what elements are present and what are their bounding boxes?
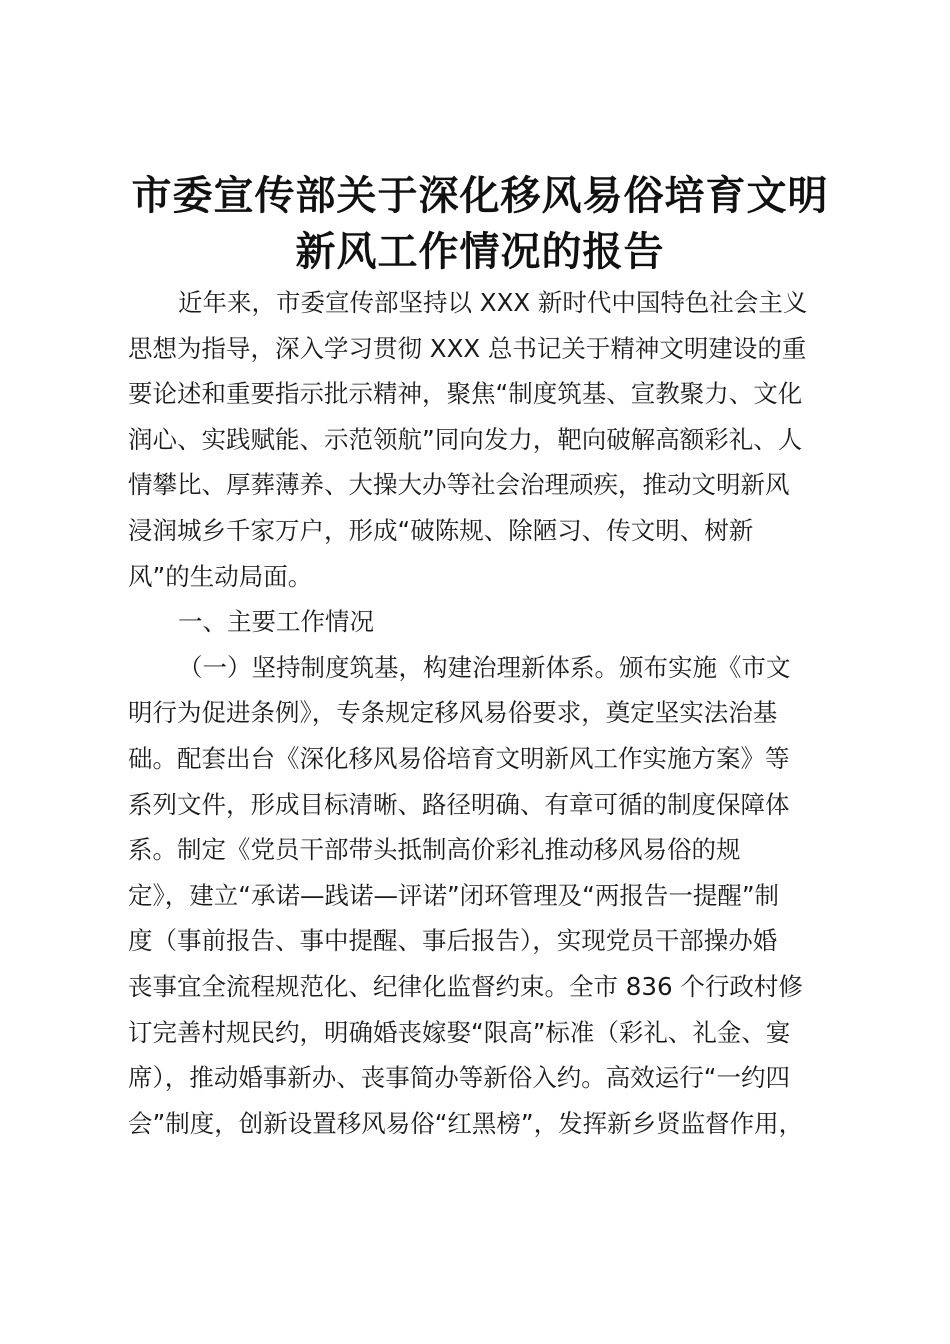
paragraph-intro-line-4: 润心、实践赋能、示范领航”同向发力，靶向破解高额彩礼、人 bbox=[128, 424, 803, 454]
document-body bbox=[128, 280, 848, 1146]
paragraph-1-line-9: 订完善村规民约，明确婚丧嫁娶“限高”标准（彩礼、礼金、宴 bbox=[128, 1017, 791, 1047]
paragraph-1-line-2: 明行为促进条例》，专条规定移风易俗要求，奠定坚实法治基 bbox=[128, 698, 778, 728]
paragraph-1-line-10: 席），推动婚事新办、丧事简办等新俗入约。高效运行“一约四 bbox=[128, 1063, 790, 1093]
paragraph-1-line-8: 丧事宜全流程规范化、纪律化监督约束。全市 836 个行政村修 bbox=[128, 971, 803, 1001]
paragraph-1-line-4: 系列文件，形成目标清晰、路径明确、有章可循的制度保障体 bbox=[128, 789, 790, 819]
paragraph-1-line-3: 础。配套出台《深化移风易俗培育文明新风工作实施方案》等 bbox=[128, 743, 790, 773]
paragraph-1-line-7: 度（事前报告、事中提醒、事后报告），实现党员干部操办婚 bbox=[128, 926, 778, 956]
paragraph-1-line-1: （一）坚持制度筑基，构建治理新体系。颁布实施《市文 bbox=[178, 652, 791, 682]
paragraph-intro-line-6: 浸润城乡千家万户，形成“破陈规、除陋习、传文明、树新 bbox=[128, 515, 754, 545]
document-title bbox=[110, 168, 850, 280]
paragraph-intro-line-3: 要论述和重要指示批示精神，聚焦“制度筑基、宣教聚力、文化 bbox=[128, 379, 803, 409]
paragraph-1-line-6: 定》，建立“承诺—践诺—评诺”闭环管理及“两报告一提醒”制 bbox=[128, 880, 780, 910]
paragraph-intro-line-7: 风”的生动局面。 bbox=[128, 561, 313, 591]
section-heading: 一、主要工作情况 bbox=[178, 607, 374, 637]
paragraph-1-line-5: 系。制定《党员干部带头抵制高价彩礼推动移风易俗的规 bbox=[128, 835, 741, 865]
paragraph-intro-line-1: 近年来，市委宣传部坚持以 XXX 新时代中国特色社会主义 bbox=[178, 288, 808, 317]
paragraph-1-line-11: 会”制度，创新设置移风易俗“红黑榜”，发挥新乡贤监督作用， bbox=[128, 1108, 804, 1138]
paragraph-intro-line-2: 思想为指导，深入学习贯彻 XXX 总书记关于精神文明建设的重 bbox=[128, 333, 807, 363]
paragraph-intro-line-5: 情攀比、厚葬薄养、大操大办等社会治理顽疾，推动文明新风 bbox=[128, 470, 790, 500]
title-line-1: 市委宣传部关于深化移风易俗培育文明 bbox=[131, 172, 829, 219]
title-line-2: 新风工作情况的报告 bbox=[295, 228, 665, 275]
